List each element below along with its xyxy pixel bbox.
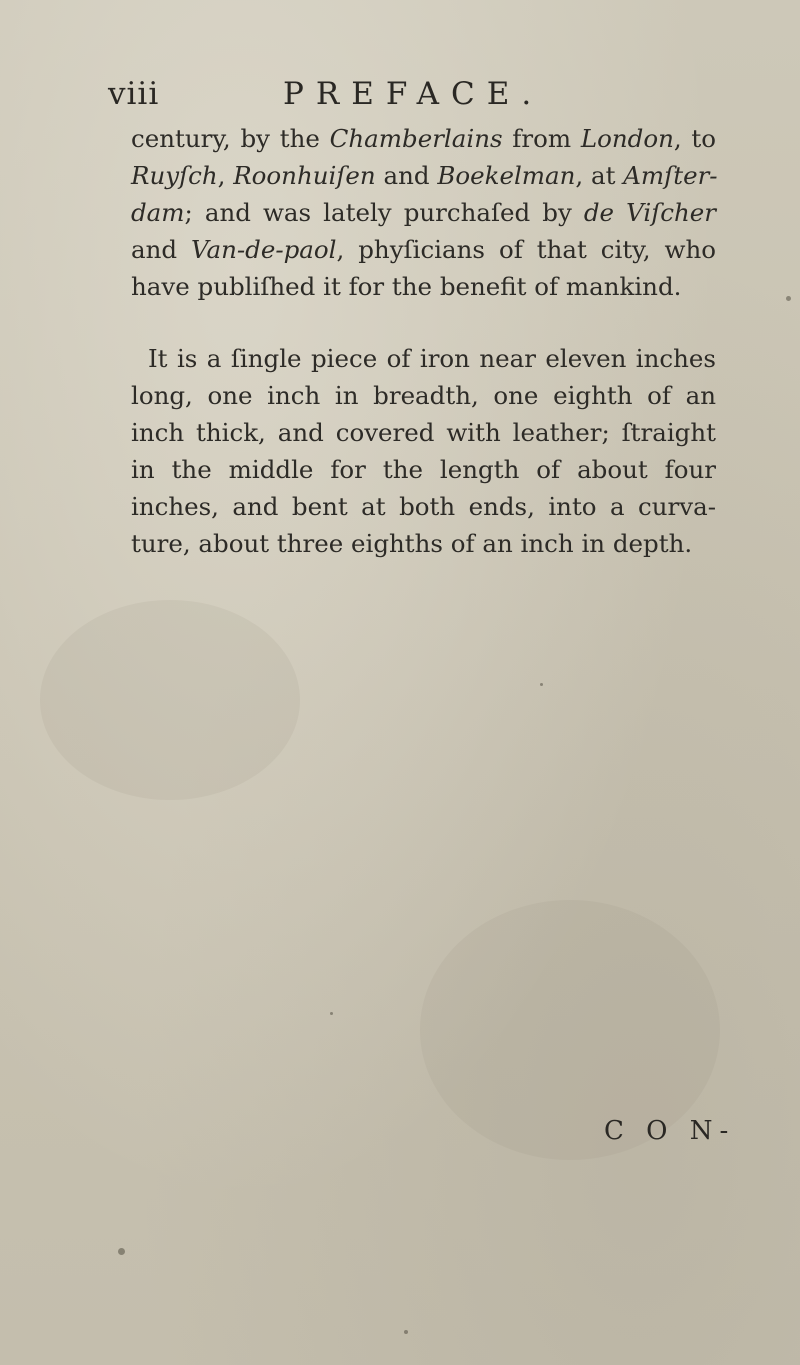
text-line: have publiſhed it for the benefit of mankind. [131, 272, 682, 301]
text-line: inch thick, and covered with leather; ſtraight [131, 418, 716, 447]
text-line: Ruyſch, Roonhuiſen and Boekelman, at Amſter- [131, 161, 718, 190]
text-line: ture, about three eighths of an inch in depth. [131, 529, 693, 558]
text-line: dam; and was lately purchaſed by de Viſcher [131, 198, 716, 227]
text-line: It is a ſingle piece of iron near eleven inches [148, 344, 716, 373]
text-line: century, by the Chamberlains from London, to [131, 124, 717, 153]
text-line: long, one inch in breadth, one eighth of an [131, 381, 716, 410]
paragraph-2 [131, 340, 716, 562]
italic-name: Roonhuiſen [233, 161, 376, 190]
running-head: PREFACE. [283, 76, 544, 112]
italic-name: dam [131, 198, 185, 227]
text-line: inches, and bent at both ends, into a curva- [131, 492, 716, 521]
catchword: C O N- [604, 1116, 736, 1146]
ink-speck [118, 1248, 125, 1255]
italic-name: de Viſcher [583, 198, 716, 227]
ink-speck [786, 296, 791, 301]
ink-speck [404, 1330, 408, 1334]
italic-name: Boekelman [437, 161, 576, 190]
ink-speck [540, 683, 543, 686]
italic-name: London [580, 124, 674, 153]
italic-name: Chamberlains [329, 124, 503, 153]
paragraph-1 [131, 120, 716, 305]
page-header [108, 76, 708, 120]
text-line: in the middle for the length of about four [131, 455, 716, 484]
italic-name: Van-de-paol [191, 235, 337, 264]
italic-name: Amſter- [623, 161, 718, 190]
ink-speck [330, 1012, 333, 1015]
text-line: and Van-de-paol, phyſicians of that city, who [131, 235, 717, 264]
paper-stain [40, 600, 300, 800]
italic-name: Ruyſch [131, 161, 218, 190]
page-number: viii [108, 76, 160, 112]
